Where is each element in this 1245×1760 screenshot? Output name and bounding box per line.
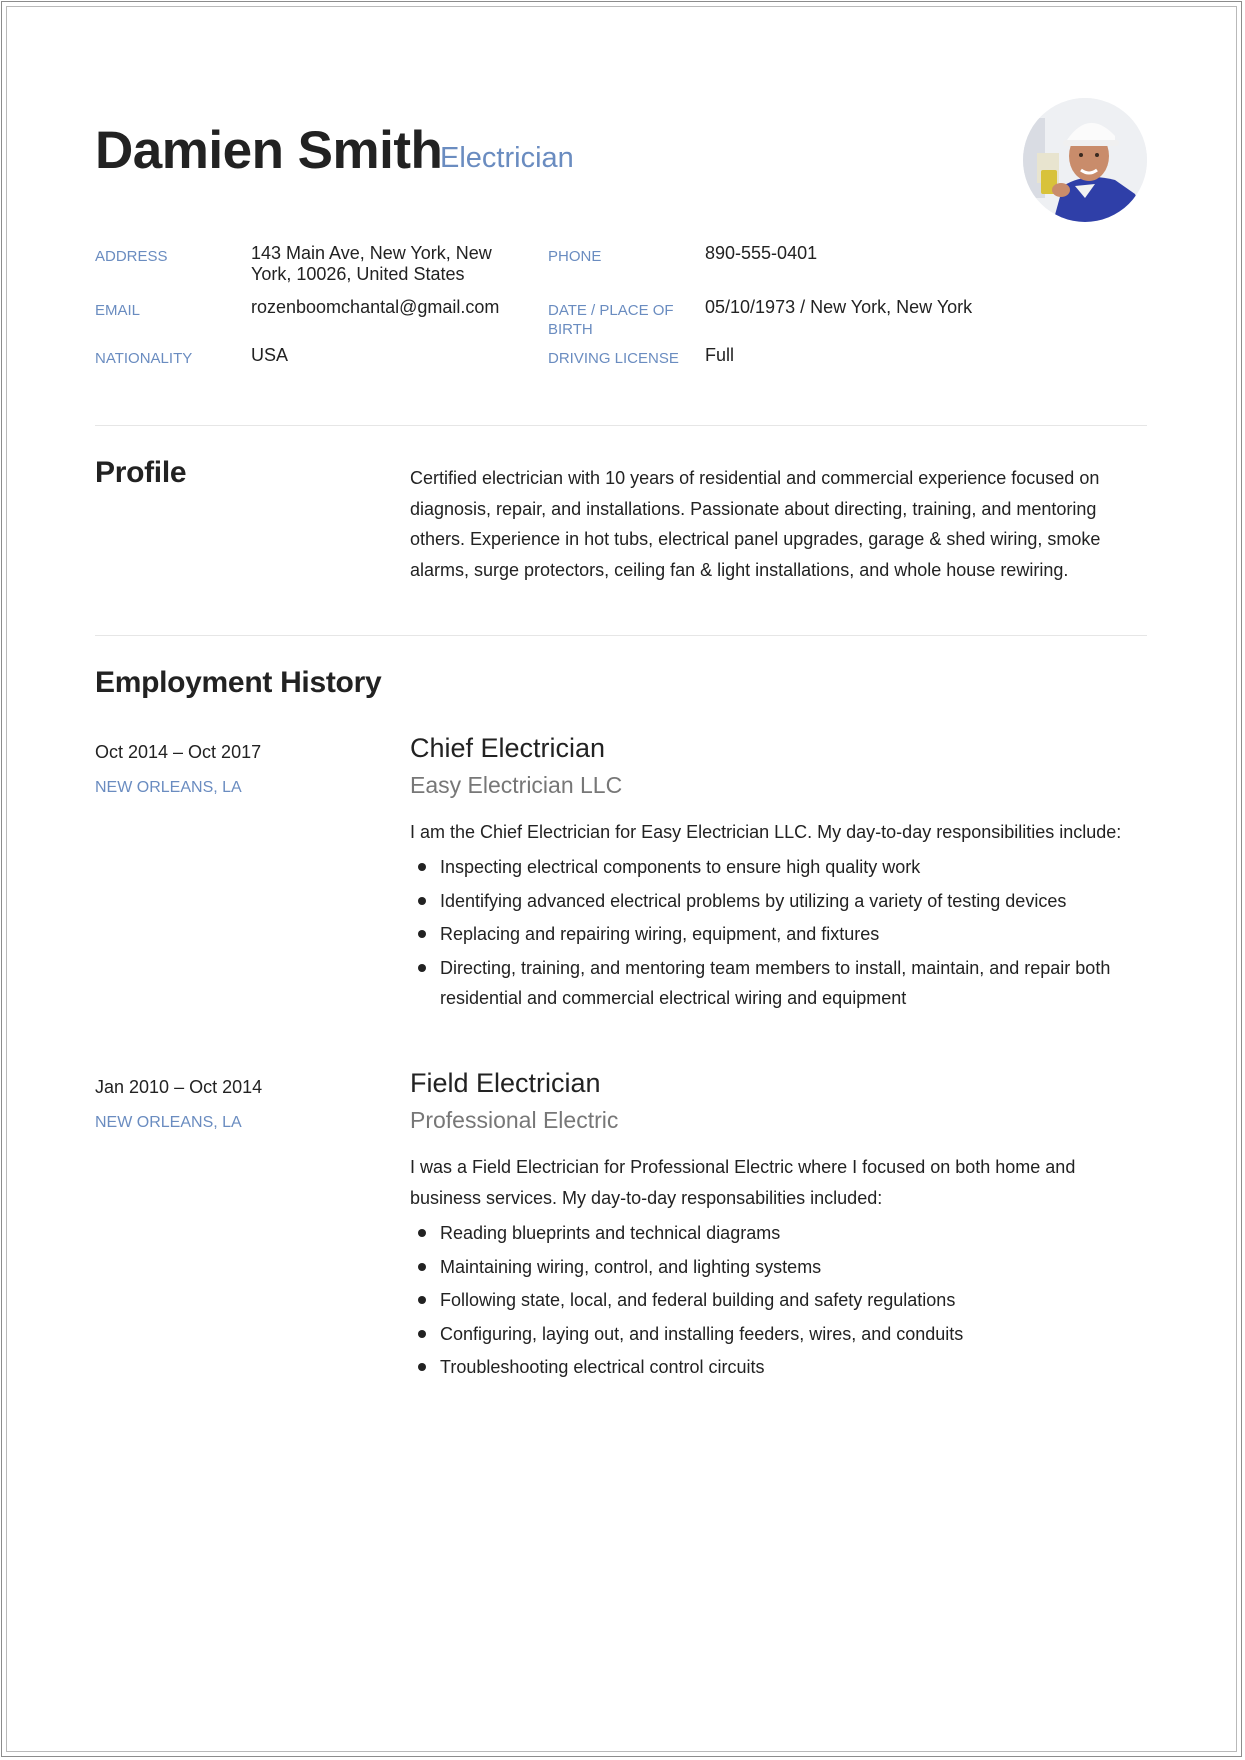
job-location: NEW ORLEANS, LA (95, 1114, 242, 1131)
bullet-icon (418, 1229, 426, 1237)
phone-value: 890-555-0401 (705, 243, 818, 263)
job-position: Field Electrician (410, 1068, 601, 1098)
license-value: Full (705, 345, 735, 365)
nationality-value: USA (251, 345, 289, 365)
job-position: Chief Electrician (410, 733, 606, 763)
bullet-icon (418, 897, 426, 905)
bullet-icon (418, 964, 426, 972)
nationality-label: NATIONALITY (95, 350, 193, 367)
dob-value: 05/10/1973 / New York, New York (705, 297, 973, 317)
list-item: Replacing and repairing wiring, equipment, and fixtures (410, 919, 1130, 950)
job-summary: I was a Field Electrician for Professional Electric where I focused on both home and business services. My day-to-day responsabilities included: (410, 1157, 1076, 1208)
dob-label: DATE / PLACE OF BIRTH (548, 302, 674, 338)
email-value: rozenboomchantal@gmail.com (251, 297, 500, 317)
job-company: Professional Electric (410, 1107, 619, 1133)
bullet-icon (418, 1330, 426, 1338)
address-value: 143 Main Ave, New York, New York, 10026, United States (251, 243, 492, 284)
candidate-name: Damien Smith (95, 121, 443, 180)
address-label: ADDRESS (95, 248, 168, 265)
bullet-icon (418, 1296, 426, 1304)
phone-label: PHONE (548, 248, 602, 265)
job-company: Easy Electrician LLC (410, 772, 623, 798)
list-item: Identifying advanced electrical problems by utilizing a variety of testing devices (410, 886, 1130, 917)
job-title: Electrician (440, 142, 574, 174)
list-item: Troubleshooting electrical control circuits (410, 1352, 1130, 1383)
job-bullets (410, 1218, 1130, 1383)
avatar (1023, 98, 1147, 222)
job-dates: Oct 2014 – Oct 2017 (95, 742, 262, 762)
profile-text: Certified electrician with 10 years of residential and commercial experience focused on diagnosis, repair, and installations. Passionate about directing, training, and mentoring others. Experience in hot tubs, electrical panel upgrades, garage & shed wiring, smoke alarms, surge protectors, ceiling fan & light installations, and whole house rewiring. (410, 468, 1101, 580)
list-item: Inspecting electrical components to ensure high quality work (410, 852, 1130, 883)
list-item: Configuring, laying out, and installing feeders, wires, and conduits (410, 1319, 1130, 1350)
job-summary: I am the Chief Electrician for Easy Electrician LLC. My day-to-day responsibilities include: (410, 822, 1122, 842)
profile-heading: Profile (95, 456, 187, 489)
bullet-icon (418, 1263, 426, 1271)
divider (95, 425, 1147, 426)
job-dates: Jan 2010 – Oct 2014 (95, 1077, 263, 1097)
bullet-icon (418, 863, 426, 871)
job-location: NEW ORLEANS, LA (95, 779, 242, 796)
divider (95, 635, 1147, 636)
bullet-icon (418, 930, 426, 938)
list-item: Reading blueprints and technical diagrams (410, 1218, 1130, 1249)
list-item: Directing, training, and mentoring team members to install, maintain, and repair both residential and commercial electrical wiring and equipment (410, 953, 1130, 1014)
employment-heading: Employment History (95, 666, 382, 699)
license-label: DRIVING LICENSE (548, 350, 679, 367)
bullet-icon (418, 1363, 426, 1371)
list-item: Following state, local, and federal building and safety regulations (410, 1285, 1130, 1316)
email-label: EMAIL (95, 302, 141, 319)
job-bullets (410, 852, 1130, 1014)
list-item: Maintaining wiring, control, and lighting systems (410, 1252, 1130, 1283)
